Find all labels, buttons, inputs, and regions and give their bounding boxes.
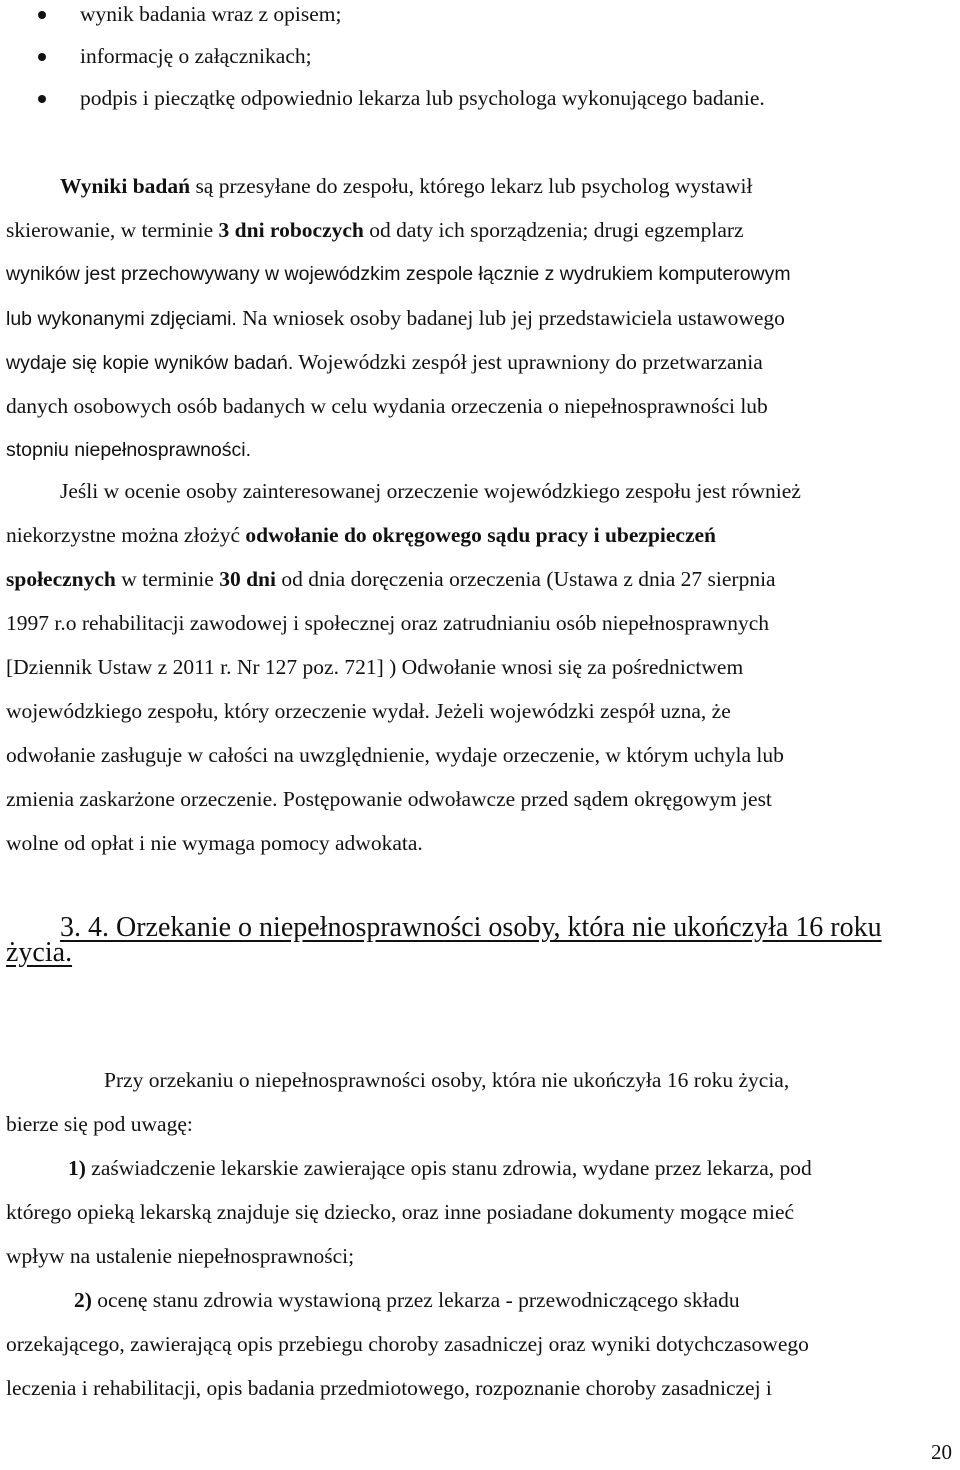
- list-item-2: 2) ocenę stanu zdrowia wystawioną przez lekarza - przewodniczącego składu orzekającego, zawierającą opis przebiegu choroby zasadniczej oraz wyniki dotychczasowego leczenia i rehabilitacji, opis badania przedmiotowego, rozpoznanie choroby zasadniczej i: [6, 1288, 809, 1400]
- intro-paragraph: Przy orzekaniu o niepełnosprawności osoby, która nie ukończyła 16 roku życia, bierze się pod uwagę:: [6, 1068, 790, 1136]
- results-paragraph: Wyniki badań są przesyłane do zespołu, którego lekarz lub psycholog wystawił skierowanie, w terminie 3 dni roboczych od daty ich sporządzenia; drugi egzemplarz wyników jest przechowywany w wojewódzkim zespole łącznie z wydrukiem komputerowym lub wykonanymi zdjęciami. Na wniosek osoby badanej lub jej przedstawiciela ustawowego wydaje się kopie wyników badań. Wojewódzki zespół jest uprawniony do przetwarzania danych osobowych osób badanych w celu wydania orzeczenia o niepełnosprawności lub stopniu niepełnosprawności.: [6, 174, 791, 461]
- section-heading-continuation: życia.: [6, 937, 73, 968]
- appeal-paragraph: Jeśli w ocenie osoby zainteresowanej orzeczenie wojewódzkiego zespołu jest również niekorzystne można złożyć odwołanie do okręgowego sądu pracy i ubezpieczeń społecznych w terminie 30 dni od dnia doręczenia orzeczenia (Ustawa z dnia 27 sierpnia 1997 r.o rehabilitacji zawodowej i społecznej oraz zatrudnianiu osób niepełnosprawnych [Dziennik Ustaw z 2011 r. Nr 127 poz. 721] ) Odwołanie wnosi się za pośrednictwem wojewódzkiego zespołu, który orzeczenie wydał. Jeżeli wojewódzki zespół uzna, że odwołanie zasługuje w całości na uwzględnienie, wydaje orzeczenie, w którym uchyla lub zmienia zaskarżone orzeczenie. Postępowanie odwoławcze przed sądem okręgowym jest wolne od opłat i nie wymaga pomocy adwokata.: [6, 479, 801, 855]
- section-heading: 3. 4. Orzekanie o niepełnosprawności osoby, która nie ukończyła 16 roku: [60, 912, 882, 943]
- page-number: 20: [931, 1440, 952, 1464]
- bullet-icon: [38, 53, 46, 61]
- bullet-icon: [38, 95, 46, 103]
- list-item-1: 1) zaświadczenie lekarskie zawierające opis stanu zdrowia, wydane przez lekarza, pod którego opieką lekarską znajduje się dziecko, oraz inne posiadane dokumenty mogące mieć wpływ na ustalenie niepełnosprawności;: [6, 1156, 812, 1268]
- bullet-icon: [38, 11, 46, 19]
- document-page: wynik badania wraz z opisem; informację o załącznikach; podpis i pieczątkę odpowiednio lekarza lub psychologa wykonującego badanie. Wyniki badań są przesyłane do zespołu, którego lekarz lub psycholog wystawił skierowanie, w terminie 3 dni roboczych od daty ich sporządzenia; drugi egzemplarz wyników jest przechowywany w wojewódzkim zespole łącznie z wydrukiem komputerowym lub wykonanymi zdjęciami. Na wniosek osoby badanej lub jej przedstawiciela ustawowego wydaje się kopie wyników badań. Wojewódzki zespół jest uprawniony do przetwarzania danych osobowych osób badanych w celu wydania orzeczenia o niepełnosprawności lub stopniu niepełnosprawności. Jeśli w ocenie osoby zainteresowanej orzeczenie wojewódzkiego zespołu jest również niekorzystne można złożyć odwołanie do okręgowego sądu pracy i ubezpieczeń społecznych w terminie 30 dni od dnia doręczenia orzeczenia (Ustawa z dnia 27 sierpnia 1997 r.o rehabilitacji zawodowej i społecznej oraz zatrudnianiu osób niepełnosprawnych [Dziennik Ustaw z 2011 r. Nr 127 poz. 721] ) Odwołanie wnosi się za pośrednictwem wojewódzkiego zespołu, który orzeczenie wydał. Jeżeli wojewódzki zespół uzna, że odwołanie zasługuje w całości na uwzględnienie, wydaje orzeczenie, w którym uchyla lub zmienia zaskarżone orzeczenie. Postępowanie odwoławcze przed sądem okręgowym jest wolne od opłat i nie wymaga pomocy adwokata. 3. 4. Orzekanie o niepełnosprawności osoby, która nie ukończyła 16 roku życia. Przy orzekaniu o niepełnosprawności osoby, która nie ukończyła 16 roku życia, bierze się pod uwagę: 1) zaświadczenie lekarskie zawierające opis stanu zdrowia, wydane przez lekarza, pod którego opieką lekarską znajduje się dziecko, oraz inne posiadane dokumenty mogące mieć wpływ na ustalenie niepełnosprawności; 2) ocenę stanu zdrowia wystawioną przez lekarza - przewodniczącego składu orzekającego, zawierającą opis przebiegu choroby zasadniczej oraz wyniki dotychczasowego leczenia i rehabilitacji, opis badania przedmiotowego, rozpoznanie choroby zasadniczej i 20: [6, 2, 952, 1464]
